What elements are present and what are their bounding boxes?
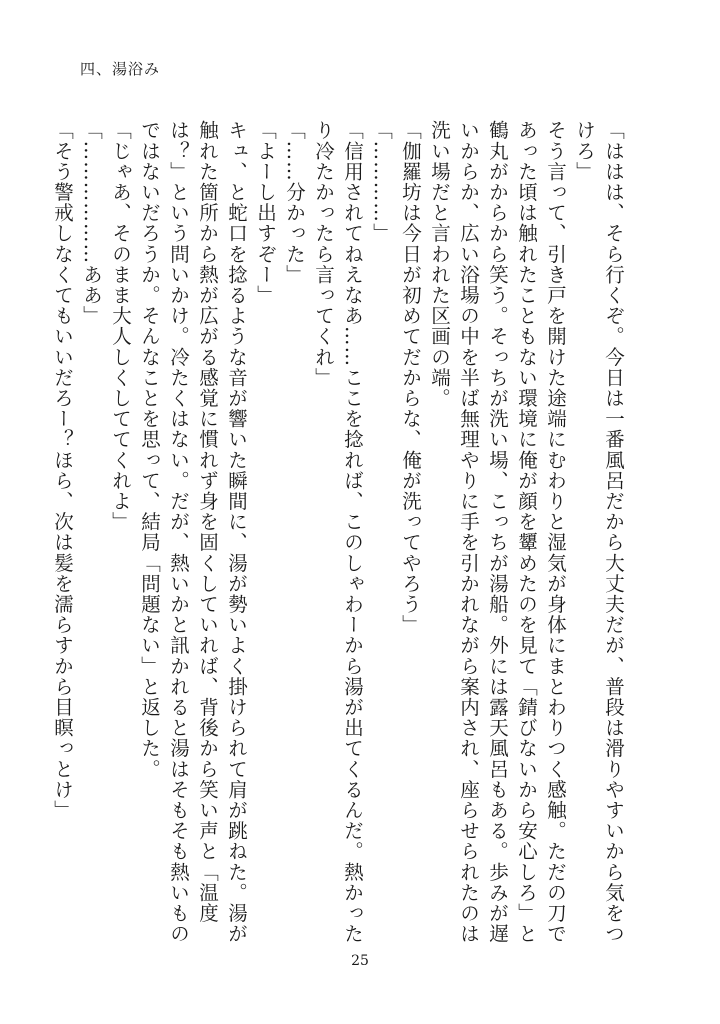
paragraph: 「ははは、そら行くぞ。今日は一番風呂だから大丈夫だが、普段は滑りやすいから気をつけろ」 bbox=[573, 120, 625, 944]
paragraph: 「…………」 bbox=[370, 120, 393, 244]
paragraph: 「そう警戒しなくてもいいだろー？ほら、次は髪を濡らすから目瞑っとけ」 bbox=[51, 120, 74, 821]
page-number: 25 bbox=[351, 953, 369, 969]
paragraph: 「よーし出すぞー」 bbox=[254, 120, 277, 306]
paragraph: 「信用されてねえなあ……ここを捻れば、このしゃわーから湯が出てくるんだ。熱かったり冷たかったら言ってくれ」 bbox=[312, 120, 364, 944]
paragraph: 「伽羅坊は今日が初めてだからな、俺が洗ってやろう」 bbox=[399, 120, 422, 635]
paragraph: キュ、と蛇口を捻るような音が響いた瞬間に、湯が勢いよく掛けられて肩が跳ねた。湯が触れた箇所から熱が広がる感覚に慣れず身を固くしていれば、背後から笑い声と「温度は？」という問いかけ。冷たくはない。だが、熱いかと訊かれると湯はそもそも熱いものではないだろうか。そんなことを思って、結局「問題ない」と返した。 bbox=[138, 120, 248, 944]
chapter-title: 四、湯浴み bbox=[80, 60, 161, 78]
vertical-body-text bbox=[51, 120, 628, 945]
paragraph: そう言って、引き戸を開けた途端にむわりと湿気が身体にまとわりつく感触。ただの刀であった頃は触れたこともない環境に俺が顔を顰めたのを見て「錆びないから安心しろ」と鶴丸がからから笑う。そっちが洗い場、こっちが湯船。外には露天風呂もある。歩みが遅いからか、広い浴場の中を半ば無理やりに手を引かれながら案内され、座らせられたのは洗い場だと言われた区画の端。 bbox=[428, 120, 567, 944]
paragraph: 「じゃあ、そのまま大人しくしててくれよ」 bbox=[109, 120, 132, 532]
paragraph: 「……分かった」 bbox=[283, 120, 306, 285]
paragraph: 「………………ああ」 bbox=[80, 120, 103, 326]
